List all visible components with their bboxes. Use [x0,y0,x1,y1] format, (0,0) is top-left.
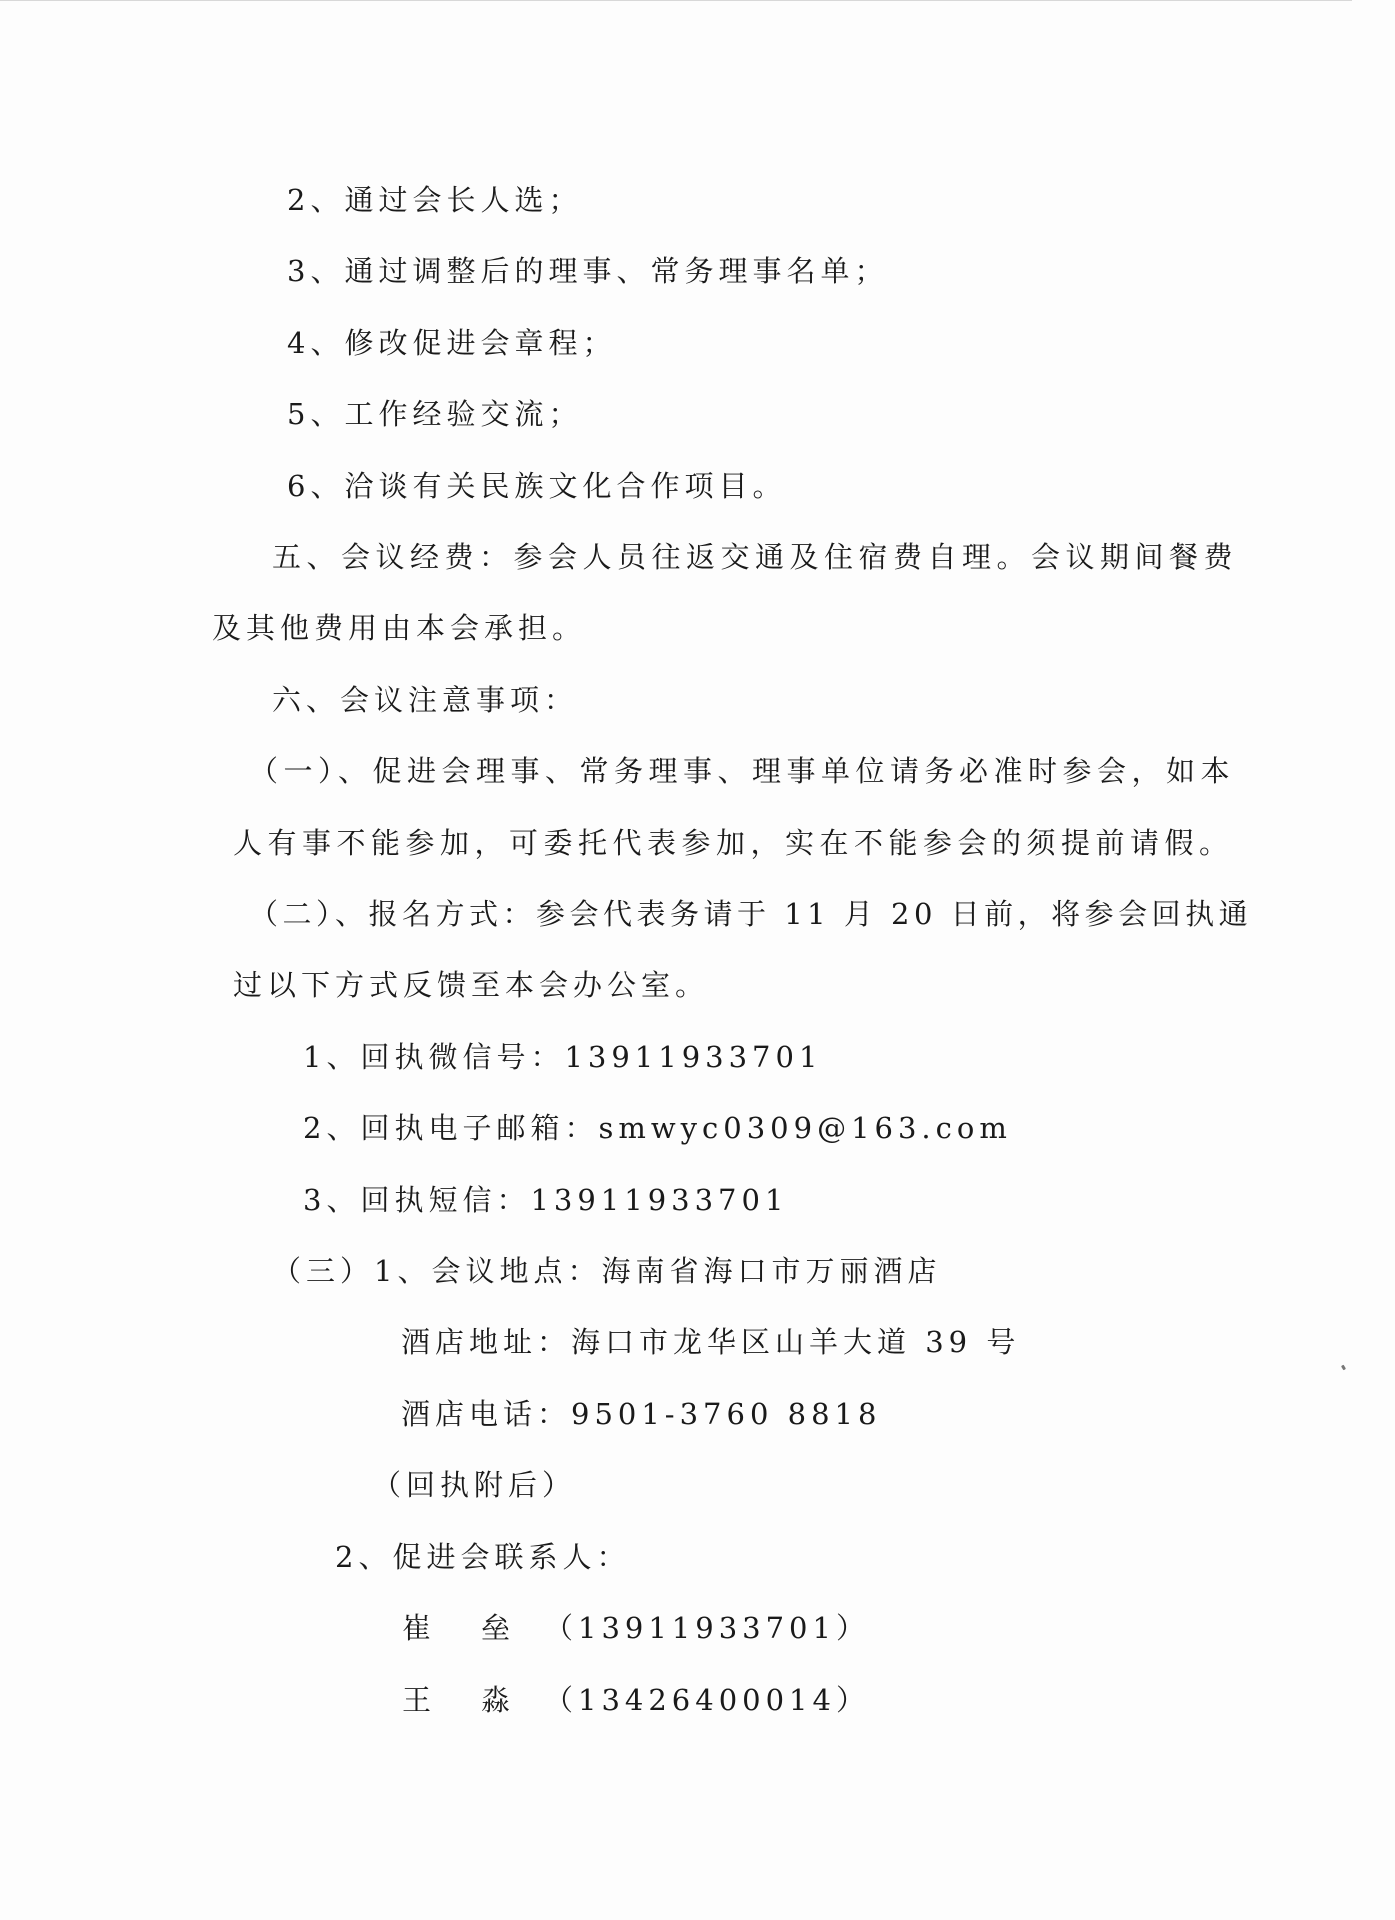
scan-edge-line [0,0,1352,1]
note-two-line-2: 过以下方式反馈至本会办公室。 [233,968,710,1002]
contact-row [402,1683,870,1717]
hotel-address: 酒店地址：海口市龙华区山羊大道 39 号 [401,1325,1021,1359]
contact-phone: （13911933701） [544,1611,870,1645]
note-one-line-1: （一）、促进会理事、常务理事、理事单位请务必准时参会，如本 [249,754,1236,788]
reply-form-note: （回执附后） [372,1468,577,1502]
contact-phone: （13426400014） [544,1683,870,1717]
agenda-item-4: 4、修改促进会章程； [287,326,617,360]
reply-wechat: 1、回执微信号：13911933701 [303,1040,823,1074]
contacts-heading: 2、促进会联系人： [335,1540,631,1574]
reply-sms: 3、回执短信：13911933701 [303,1183,789,1217]
section-five-line-2: 及其他费用由本会承担。 [212,611,587,645]
section-five-line-1: 五、会议经费：参会人员往返交通及住宿费自理。会议期间餐费 [272,540,1239,574]
scan-speck [1341,1365,1346,1371]
reply-email: 2、回执电子邮箱：smwyc0309@163.com [303,1111,1012,1145]
contact-name: 王淼 [402,1683,561,1717]
agenda-item-5: 5、工作经验交流； [287,397,583,431]
contact-row [402,1611,870,1645]
contact-name: 崔垒 [402,1611,561,1645]
agenda-item-6: 6、洽谈有关民族文化合作项目。 [287,469,787,503]
agenda-item-2: 2、通过会长人选； [287,183,583,217]
meeting-venue: （三）1、会议地点：海南省海口市万丽酒店 [272,1254,942,1288]
note-one-line-2: 人有事不能参加，可委托代表参加，实在不能参会的须提前请假。 [233,826,1234,860]
section-six-heading: 六、会议注意事项： [272,683,579,717]
agenda-item-3: 3、通过调整后的理事、常务理事名单； [287,254,889,288]
hotel-phone: 酒店电话：9501-3760 8818 [401,1397,882,1431]
note-two-line-1: （二）、报名方式：参会代表务请于 11 月 20 日前，将参会回执通 [249,897,1253,931]
